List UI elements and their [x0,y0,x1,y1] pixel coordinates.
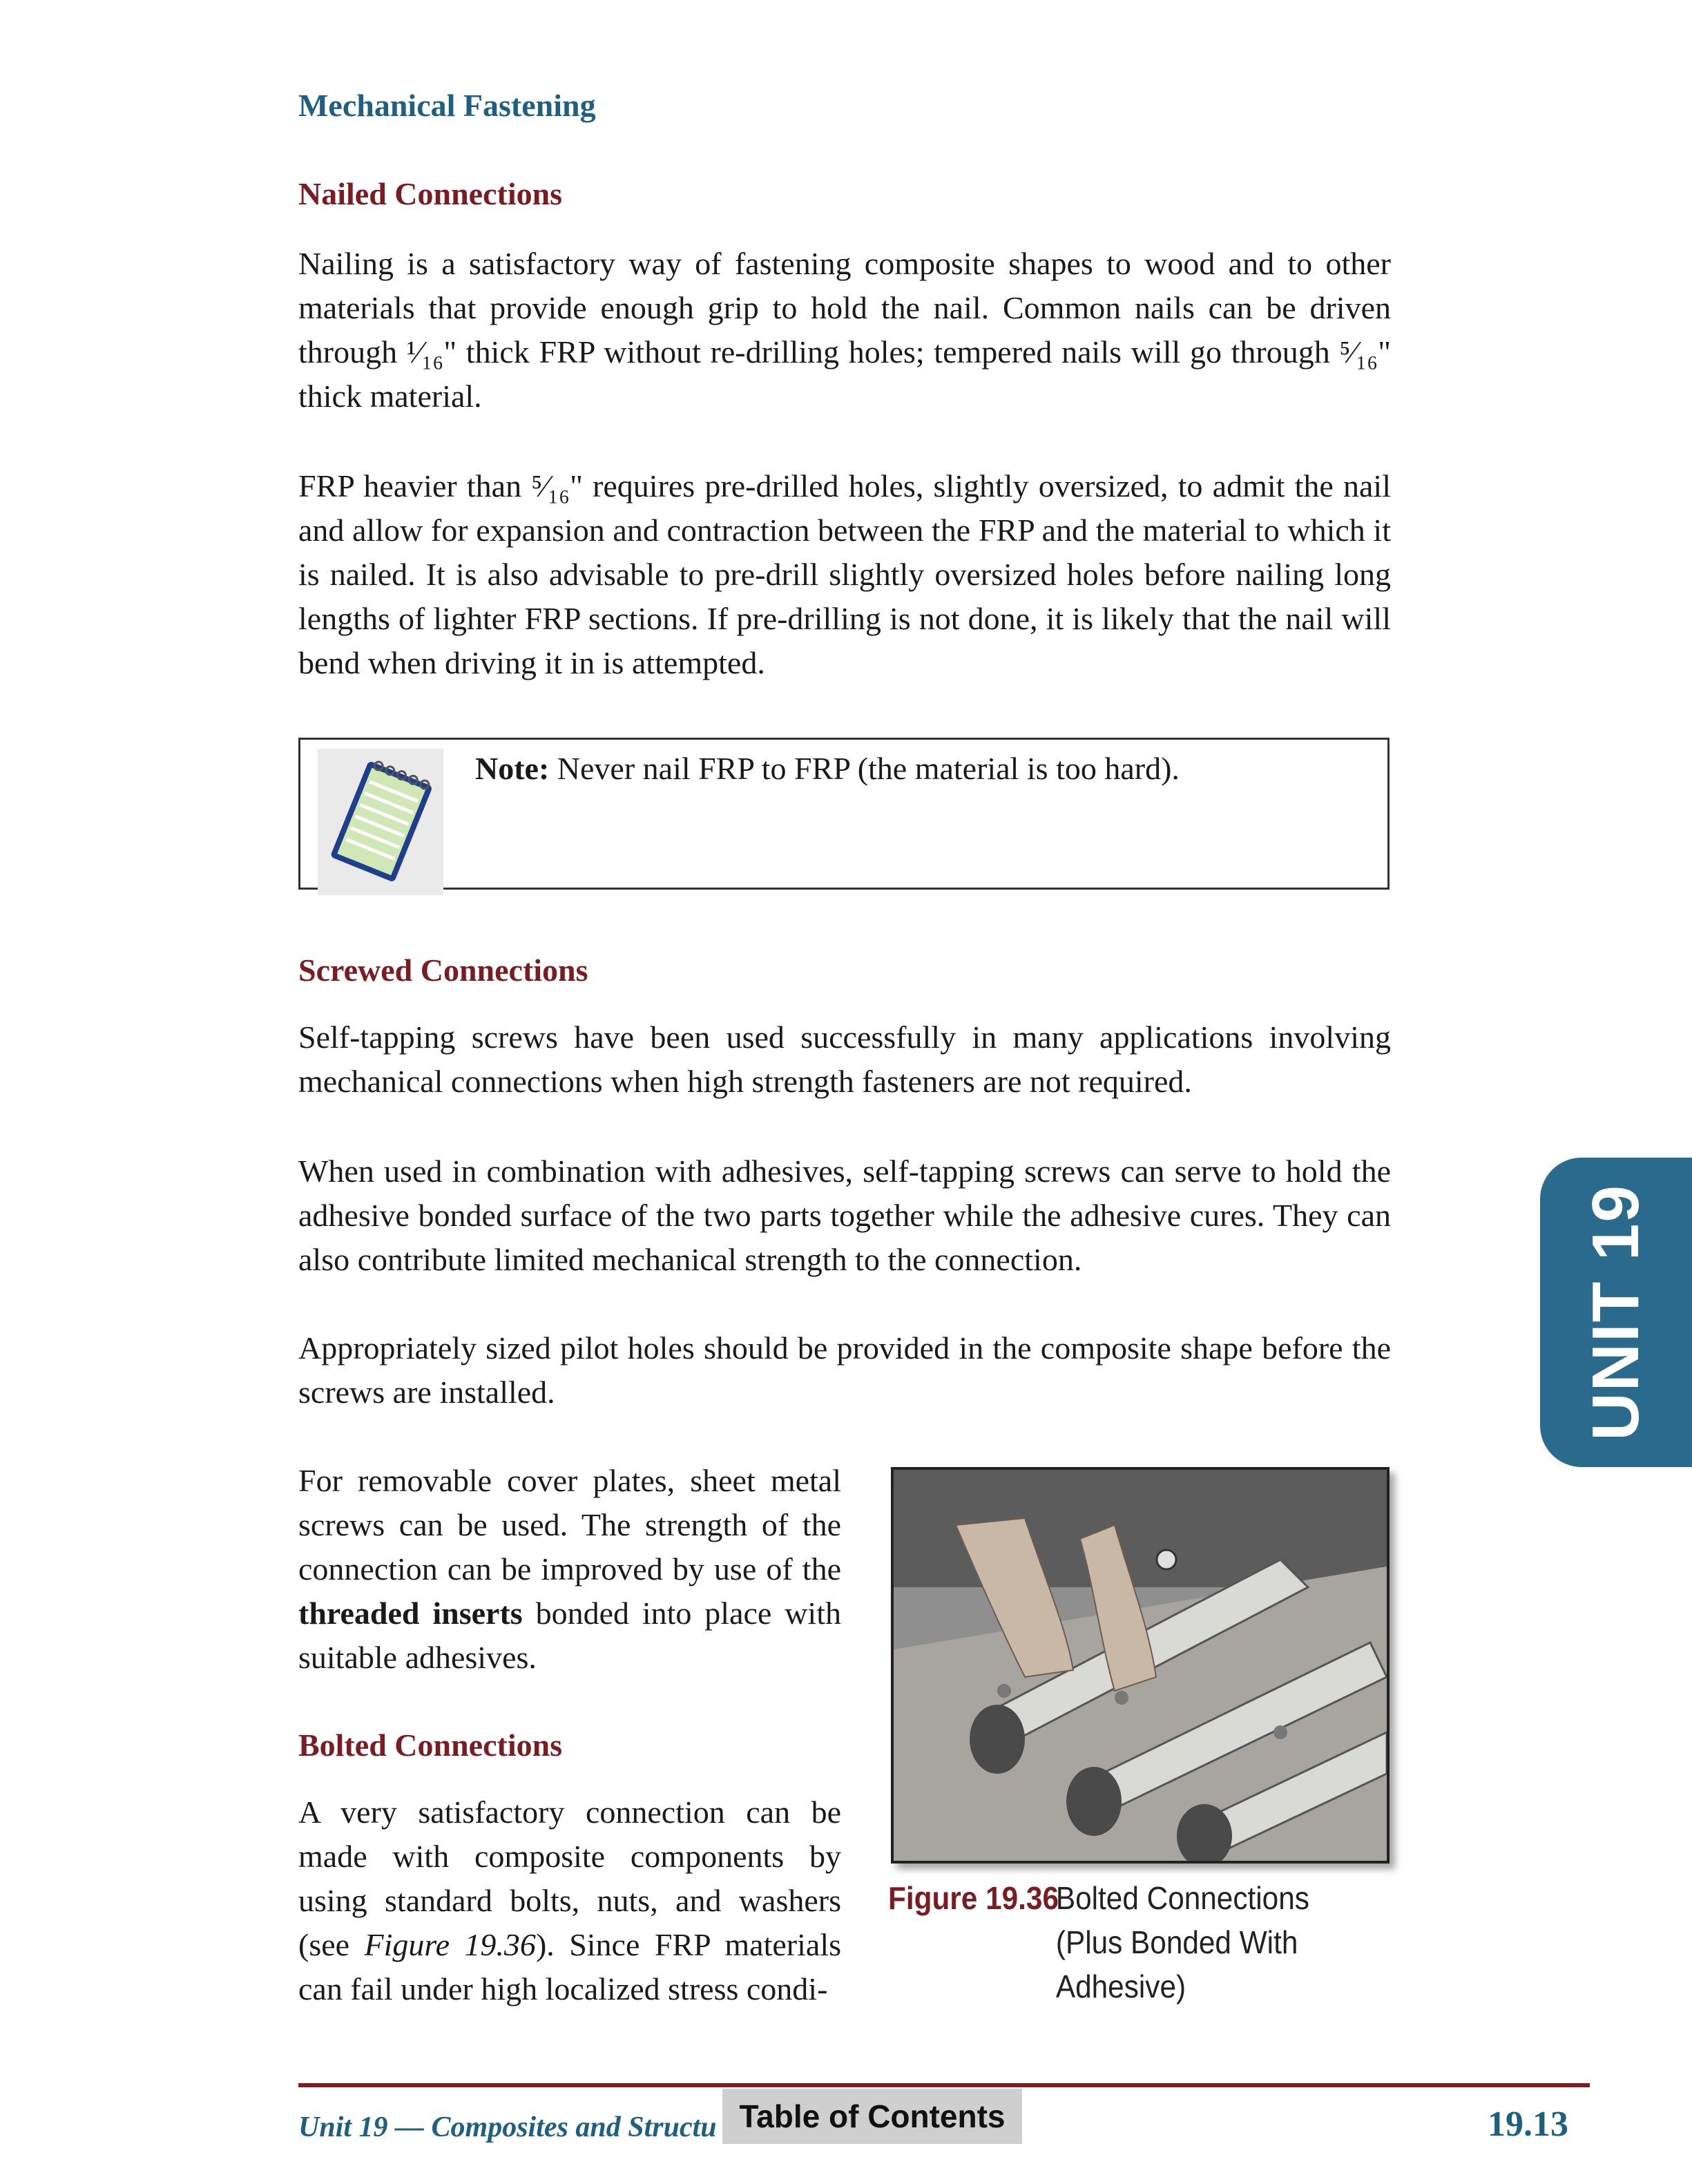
footer-divider [298,2083,1590,2087]
fraction: ⁵⁄₁₆ [1339,334,1378,370]
screwed-paragraph-3: Appropriately sized pilot holes should be provided in the composite shape before the screws are installed. [298,1330,1391,1410]
figure-caption [888,1876,1309,2004]
screwed-paragraph-2: When used in combination with adhesives, self-tapping screws can serve to hold the adhesive bonded surface of the two parts together while the adhesive cures. They can also contribute limited mechanical strength to the connection. [298,1153,1391,1277]
nailed-heading: Nailed Connections [298,176,563,211]
unit-tab[interactable]: UNIT 19 [1540,1158,1692,1467]
threaded-inserts-term: threaded inserts [298,1596,523,1631]
bolted-connections-photo [891,1467,1390,1864]
caption-line: Adhesive) [1055,1969,1186,2004]
screwed-paragraph-4: For removable cover plates, sheet metal screws can be used. The strength of the connection can be improved by use of the threaded inserts bonded into place with suitable adhesives. [298,1463,841,1675]
section-title: Mechanical Fastening [298,88,596,123]
figure-label: Figure 19.36 [888,1880,1059,1916]
footer-unit-title: Unit 19 — Composites and Structu [298,2111,717,2143]
note-text: Note: Never nail FRP to FRP (the material is too hard). [475,751,1180,786]
screwed-heading: Screwed Connections [298,952,588,988]
fraction: ¹⁄₁₆ [406,334,444,370]
nailed-paragraph-2: FRP heavier than ⁵⁄₁₆" requires pre-drilled holes, slightly oversized, to admit the nail and allow for expansion and contraction between the FRP and the material to which it is nailed. It is also advisable to pre-drill slightly oversized holes before nailing long lengths of lighter FRP sections. If pre-drilling is not done, it is likely that the nail will bend when driving it in is attempted. [298,468,1391,680]
figure-reference: Figure 19.36 [364,1927,536,1962]
nailed-paragraph-1: Nailing is a satisfactory way of fastening composite shapes to wood and to other materials that provide enough grip to hold the nail. Common nails can be driven through ¹⁄₁₆" thick FRP without re-drilling holes; tempered nails will go through ⁵⁄₁₆" thick material. [298,246,1391,414]
fraction: ⁵⁄₁₆ [531,468,570,504]
caption-line: (Plus Bonded With [1055,1924,1298,1960]
caption-line: Bolted Connections [1055,1880,1309,1916]
page-number: 19.13 [1488,2105,1568,2144]
notepad-icon [315,746,446,898]
screwed-paragraph-1: Self-tapping screws have been used successfully in many applications involving mechanical connections when high strength fasteners are not required. [298,1019,1391,1099]
bolted-paragraph: A very satisfactory connection can be made with composite components by using standard bolts, nuts, and washers (see Figure 19.36). Since FRP materials can fail under high localized stress condi- [298,1794,841,2006]
bolted-heading: Bolted Connections [298,1727,563,1763]
note-label: Note: [475,751,550,786]
table-of-contents-button[interactable]: Table of Contents [722,2089,1022,2144]
